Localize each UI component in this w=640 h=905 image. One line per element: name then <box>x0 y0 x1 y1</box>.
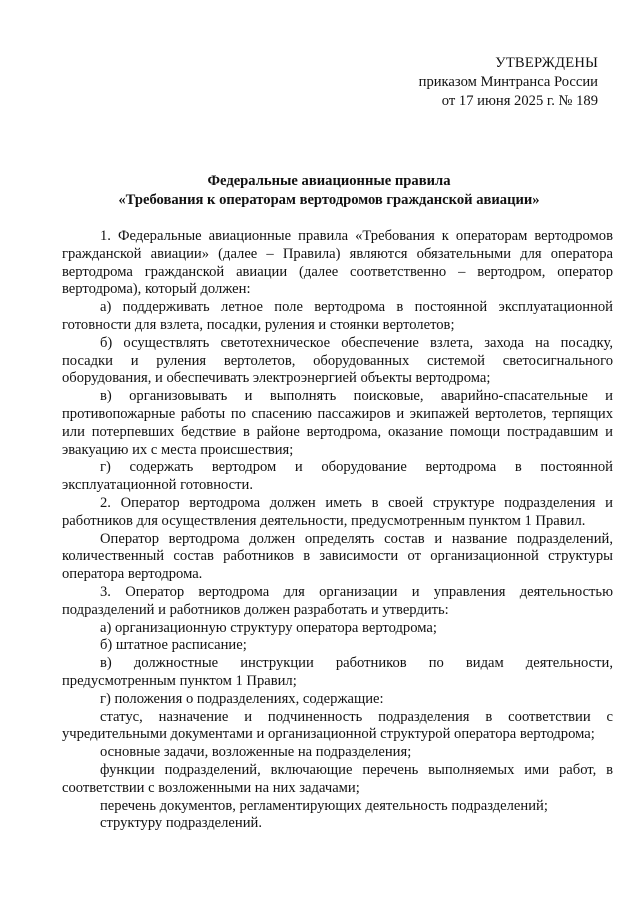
paragraph-3g-item-3: функции подразделений, включающие перечень выполняемых ими работ, в соответствии с возложенными на них задачами; <box>62 761 613 796</box>
document-title-line-2: «Требования к операторам вертодромов гражданской авиации» <box>118 192 540 208</box>
paragraph-2: 2. Оператор вертодрома должен иметь в своей структуре подразделения и работников для осуществления деятельности, предусмотренным пунктом 1 Правил. <box>62 494 613 529</box>
paragraph-3g-item-5: структуру подразделений. <box>100 815 262 832</box>
paragraph-1g: г) содержать вертодром и оборудование вертодрома в постоянной эксплуатационной готовности. <box>62 459 613 494</box>
paragraph-2-cont: Оператор вертодрома должен определять состав и название подразделений, количественный состав работников в зависимости от организационной структуры оператора вертодрома. <box>62 530 613 583</box>
paragraph-1v: в) организовывать и выполнять поисковые, аварийно-спасательные и противопожарные работы по спасению пассажиров и экипажей вертолетов, терпящих или потерпевших бедствие в районе вертодрома, оказание помощи пострадавшим и эвакуацию их с места происшествия; <box>62 388 613 458</box>
paragraph-3g-item-1: статус, назначение и подчиненность подразделения в соответствии с учредительными документами и организационной структурой оператора вертодрома; <box>62 708 613 743</box>
paragraph-3g: г) положения о подразделениях, содержащие: <box>100 690 384 707</box>
paragraph-1b: б) осуществлять светотехническое обеспечение взлета, захода на посадку, посадки и руления вертолетов, оборудованных системой светосигнального оборудования, и обеспечивать электроэнергией объекты вертодрома; <box>62 334 613 387</box>
approval-order: приказом Минтранса России <box>418 74 598 90</box>
paragraph-3: 3. Оператор вертодрома для организации и управления деятельностью подразделений и работников должен разработать и утвердить: <box>62 583 613 618</box>
paragraph-3v: в) должностные инструкции работников по видам деятельности, предусмотренным пунктом 1 Правил; <box>62 655 613 689</box>
approval-title: УТВЕРЖДЕНЫ <box>495 55 598 71</box>
paragraph-3b: б) штатное расписание; <box>100 637 247 654</box>
document-title <box>60 172 598 210</box>
paragraph-1: 1. Федеральные авиационные правила «Требования к операторам вертодромов гражданской авиации» (далее – Правила) являются обязательными для оператора вертодрома гражданской авиации (далее соответственно – вертодром, оператор вертодрома), который должен: <box>62 228 613 298</box>
paragraph-3g-item-4: перечень документов, регламентирующих деятельность подразделений; <box>100 797 548 814</box>
paragraph-3a: а) организационную структуру оператора вертодрома; <box>100 619 437 636</box>
document-body <box>62 228 613 833</box>
approval-stamp <box>419 54 598 111</box>
paragraph-3g-item-2: основные задачи, возложенные на подразделения; <box>100 744 412 761</box>
approval-date: от 17 июня 2025 г. № 189 <box>441 93 598 109</box>
document-title-line-1: Федеральные авиационные правила <box>207 173 451 189</box>
paragraph-1a: а) поддерживать летное поле вертодрома в постоянной эксплуатационной готовности для взлета, посадки, руления и стоянки вертолетов; <box>62 299 613 333</box>
